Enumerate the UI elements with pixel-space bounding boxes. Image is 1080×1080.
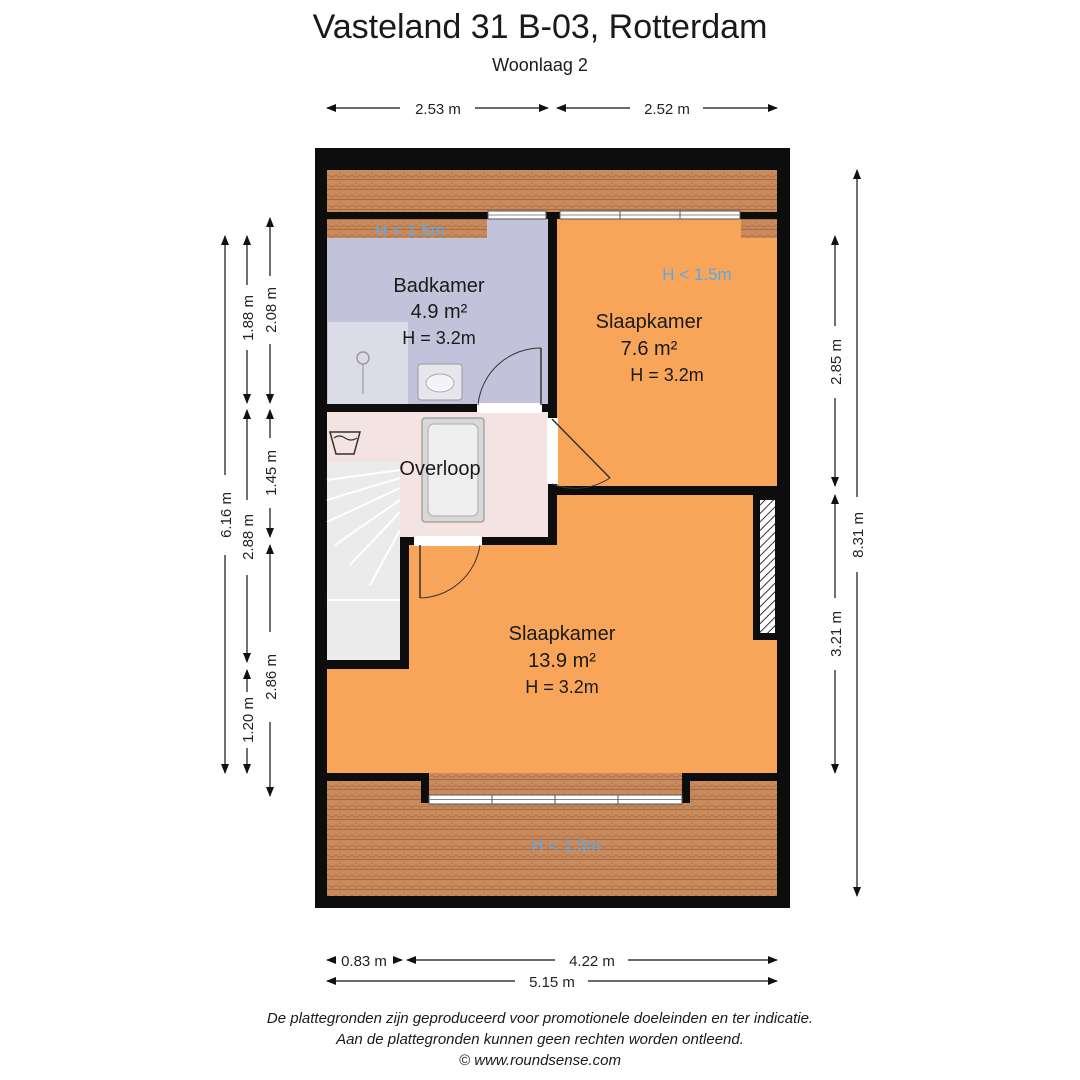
height-note: H < 1.5m (531, 836, 601, 855)
dimension-label: 1.45 m (263, 450, 280, 496)
dimension-left-mid-1 (240, 236, 257, 403)
room-name: Overloop (399, 458, 481, 480)
window-icon (560, 211, 740, 219)
height-note: H < 1.5m (662, 265, 732, 284)
wall (548, 486, 557, 545)
room-name: Badkamer (393, 275, 485, 297)
disclaimer-line: De plattegronden zijn geproduceerd voor promotionele doeleinden en ter indicatie. (266, 1010, 814, 1027)
dimension-label: 4.22 m (569, 953, 615, 970)
dimension-label: 2.08 m (263, 287, 280, 333)
dimension-bottom-right (407, 953, 777, 970)
wall (315, 660, 409, 669)
dimension-right-outer (850, 170, 867, 896)
dimension-label: 2.88 m (240, 514, 257, 560)
floor-subtitle: Woonlaag 2 (492, 55, 588, 75)
wall (684, 773, 790, 781)
wall (682, 773, 690, 803)
room-area: 13.9 m² (528, 650, 596, 672)
dimension-left-mid-3 (240, 670, 257, 773)
room-height: H = 3.2m (525, 677, 599, 697)
washbasin-icon (418, 364, 462, 400)
dimension-bottom-total (327, 974, 777, 991)
dimension-label: 5.15 m (529, 974, 575, 991)
copyright: © www.roundsense.com (459, 1052, 621, 1069)
roof-tiles-icon (741, 218, 777, 238)
window-icon (488, 211, 546, 219)
dimension-label: 6.16 m (218, 492, 235, 538)
dimension-label: 1.20 m (240, 697, 257, 743)
disclaimer-line: Aan de plattegronden kunnen geen rechten worden ontleend. (336, 1031, 744, 1048)
dimension-left-inner-1 (263, 218, 280, 403)
room-height: H = 3.2m (630, 365, 704, 385)
dimension-label: 0.83 m (341, 953, 387, 970)
dimension-right-inner-2 (828, 495, 845, 773)
dimension-top-left (327, 101, 548, 118)
page-title: Vasteland 31 B-03, Rotterdam (312, 8, 768, 46)
disclaimer (0, 1008, 1080, 1071)
roof-tiles-icon (327, 170, 777, 212)
dimension-top-right (557, 101, 777, 118)
dimension-label: 2.85 m (828, 339, 845, 385)
dimension-label: 3.21 m (828, 611, 845, 657)
dimension-label: 2.86 m (263, 654, 280, 700)
room-height: H = 3.2m (402, 328, 476, 348)
shower-icon (328, 322, 408, 404)
room-area: 7.6 m² (620, 338, 678, 360)
dimension-label: 2.52 m (644, 101, 690, 118)
room-name: Slaapkamer (508, 623, 616, 645)
height-note: H < 1.5m (375, 221, 445, 240)
room-name: Slaapkamer (595, 311, 703, 333)
wall (400, 537, 409, 669)
dimension-right-inner-1 (828, 236, 845, 486)
dimension-left-outer (218, 236, 235, 773)
wall (421, 773, 429, 803)
room-area: 4.9 m² (410, 301, 468, 323)
wall (315, 773, 427, 781)
dimension-left-inner-3 (263, 545, 280, 796)
dimension-label: 2.53 m (415, 101, 461, 118)
roof-tiles-icon (327, 773, 777, 896)
hatched-shaft (760, 500, 775, 633)
dimension-left-inner-2 (263, 410, 280, 537)
dimension-bottom-left (327, 953, 402, 970)
stairs-icon (327, 462, 400, 660)
dimension-label: 8.31 m (850, 512, 867, 558)
dimension-left-mid-2 (240, 410, 257, 662)
window-icon (429, 795, 682, 804)
dimension-label: 1.88 m (240, 295, 257, 341)
